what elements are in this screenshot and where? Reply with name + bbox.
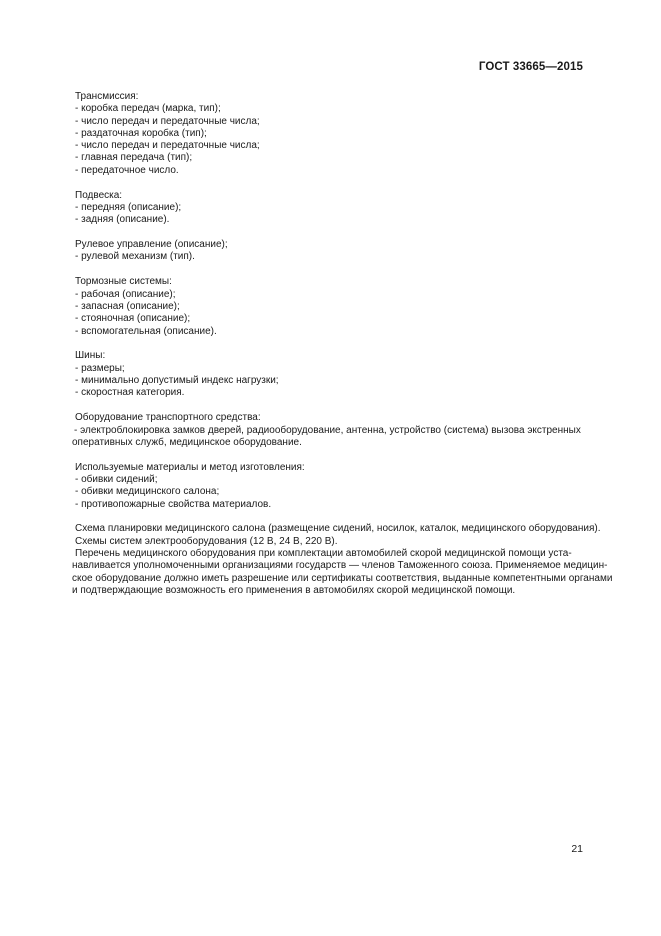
section-title: Рулевое управление (описание);: [75, 239, 228, 251]
list-item: - коробка передач (марка, тип);: [75, 103, 221, 115]
list-item: - вспомогательная (описание).: [75, 325, 217, 337]
list-item: - стояночная (описание);: [75, 313, 191, 325]
equipment-text-line: оперативных служб, медицинское оборудование.: [72, 436, 302, 448]
list-item: - передаточное число.: [75, 164, 179, 176]
section-tires: [75, 350, 585, 399]
list-item: - рабочая (описание);: [75, 288, 176, 300]
page-number: 21: [571, 843, 583, 855]
list-item: - размеры;: [75, 362, 125, 374]
section-title: Используемые материалы и метод изготовления:: [75, 461, 305, 473]
section-transmission: [75, 91, 585, 177]
schemes-text-line: Схемы систем электрооборудования (12 В, 24 В, 220 В).: [75, 535, 338, 547]
list-item: - главная передача (тип);: [75, 152, 193, 164]
list-item: - рулевой механизм (тип).: [75, 251, 195, 263]
section-steering: [75, 239, 585, 264]
section-title: Трансмиссия:: [75, 91, 139, 102]
list-item: - задняя (описание).: [75, 214, 170, 226]
section-materials: [75, 462, 585, 511]
list-item: - скоростная категория.: [75, 387, 185, 399]
list-item: - обивки медицинского салона;: [75, 486, 220, 498]
paragraph-text-line: Перечень медицинского оборудования при комплектации автомобилей скорой медицинской помощи уста-: [75, 548, 572, 560]
list-item: - минимально допустимый индекс нагрузки;: [75, 375, 279, 387]
list-item: - раздаточная коробка (тип);: [75, 127, 207, 139]
section-suspension: [75, 190, 585, 227]
list-item: - противопожарные свойства материалов.: [75, 498, 272, 510]
section-title: Подвеска:: [75, 189, 123, 201]
list-item: - передняя (описание);: [75, 201, 182, 213]
section-equipment: [72, 412, 585, 449]
section-brakes: [75, 276, 585, 337]
document-body: [72, 91, 613, 597]
section-title: Оборудование транспортного средства:: [75, 412, 261, 424]
paragraph-text-line: ское оборудование должно иметь разрешение или сертификаты соответствия, выданные компетентными органами: [72, 572, 613, 584]
list-item: - обивки сидений;: [75, 473, 158, 485]
section-title: Тормозные системы:: [75, 276, 172, 288]
section-schemes: [72, 523, 613, 597]
paragraph-text-line: и подтверждающие возможность его применения в автомобилях скорой медицинской помощи.: [72, 584, 516, 596]
paragraph-text-line: навливается уполномоченными организациями государств — членов Таможенного союза. Применяемое медицин-: [72, 560, 608, 572]
section-title: Шины:: [75, 350, 106, 362]
standard-header: ГОСТ 33665—2015: [478, 61, 583, 73]
list-item: - число передач и передаточные числа;: [75, 140, 260, 152]
equipment-text-line: - электроблокировка замков дверей, радиооборудование, антенна, устройство (система) вызова экстренных: [74, 424, 581, 436]
schemes-text-line: Схема планировки медицинского салона (размещение сидений, носилок, каталок, медицинского оборудования).: [75, 523, 601, 535]
list-item: - число передач и передаточные числа;: [75, 115, 260, 127]
list-item: - запасная (описание);: [75, 300, 180, 312]
